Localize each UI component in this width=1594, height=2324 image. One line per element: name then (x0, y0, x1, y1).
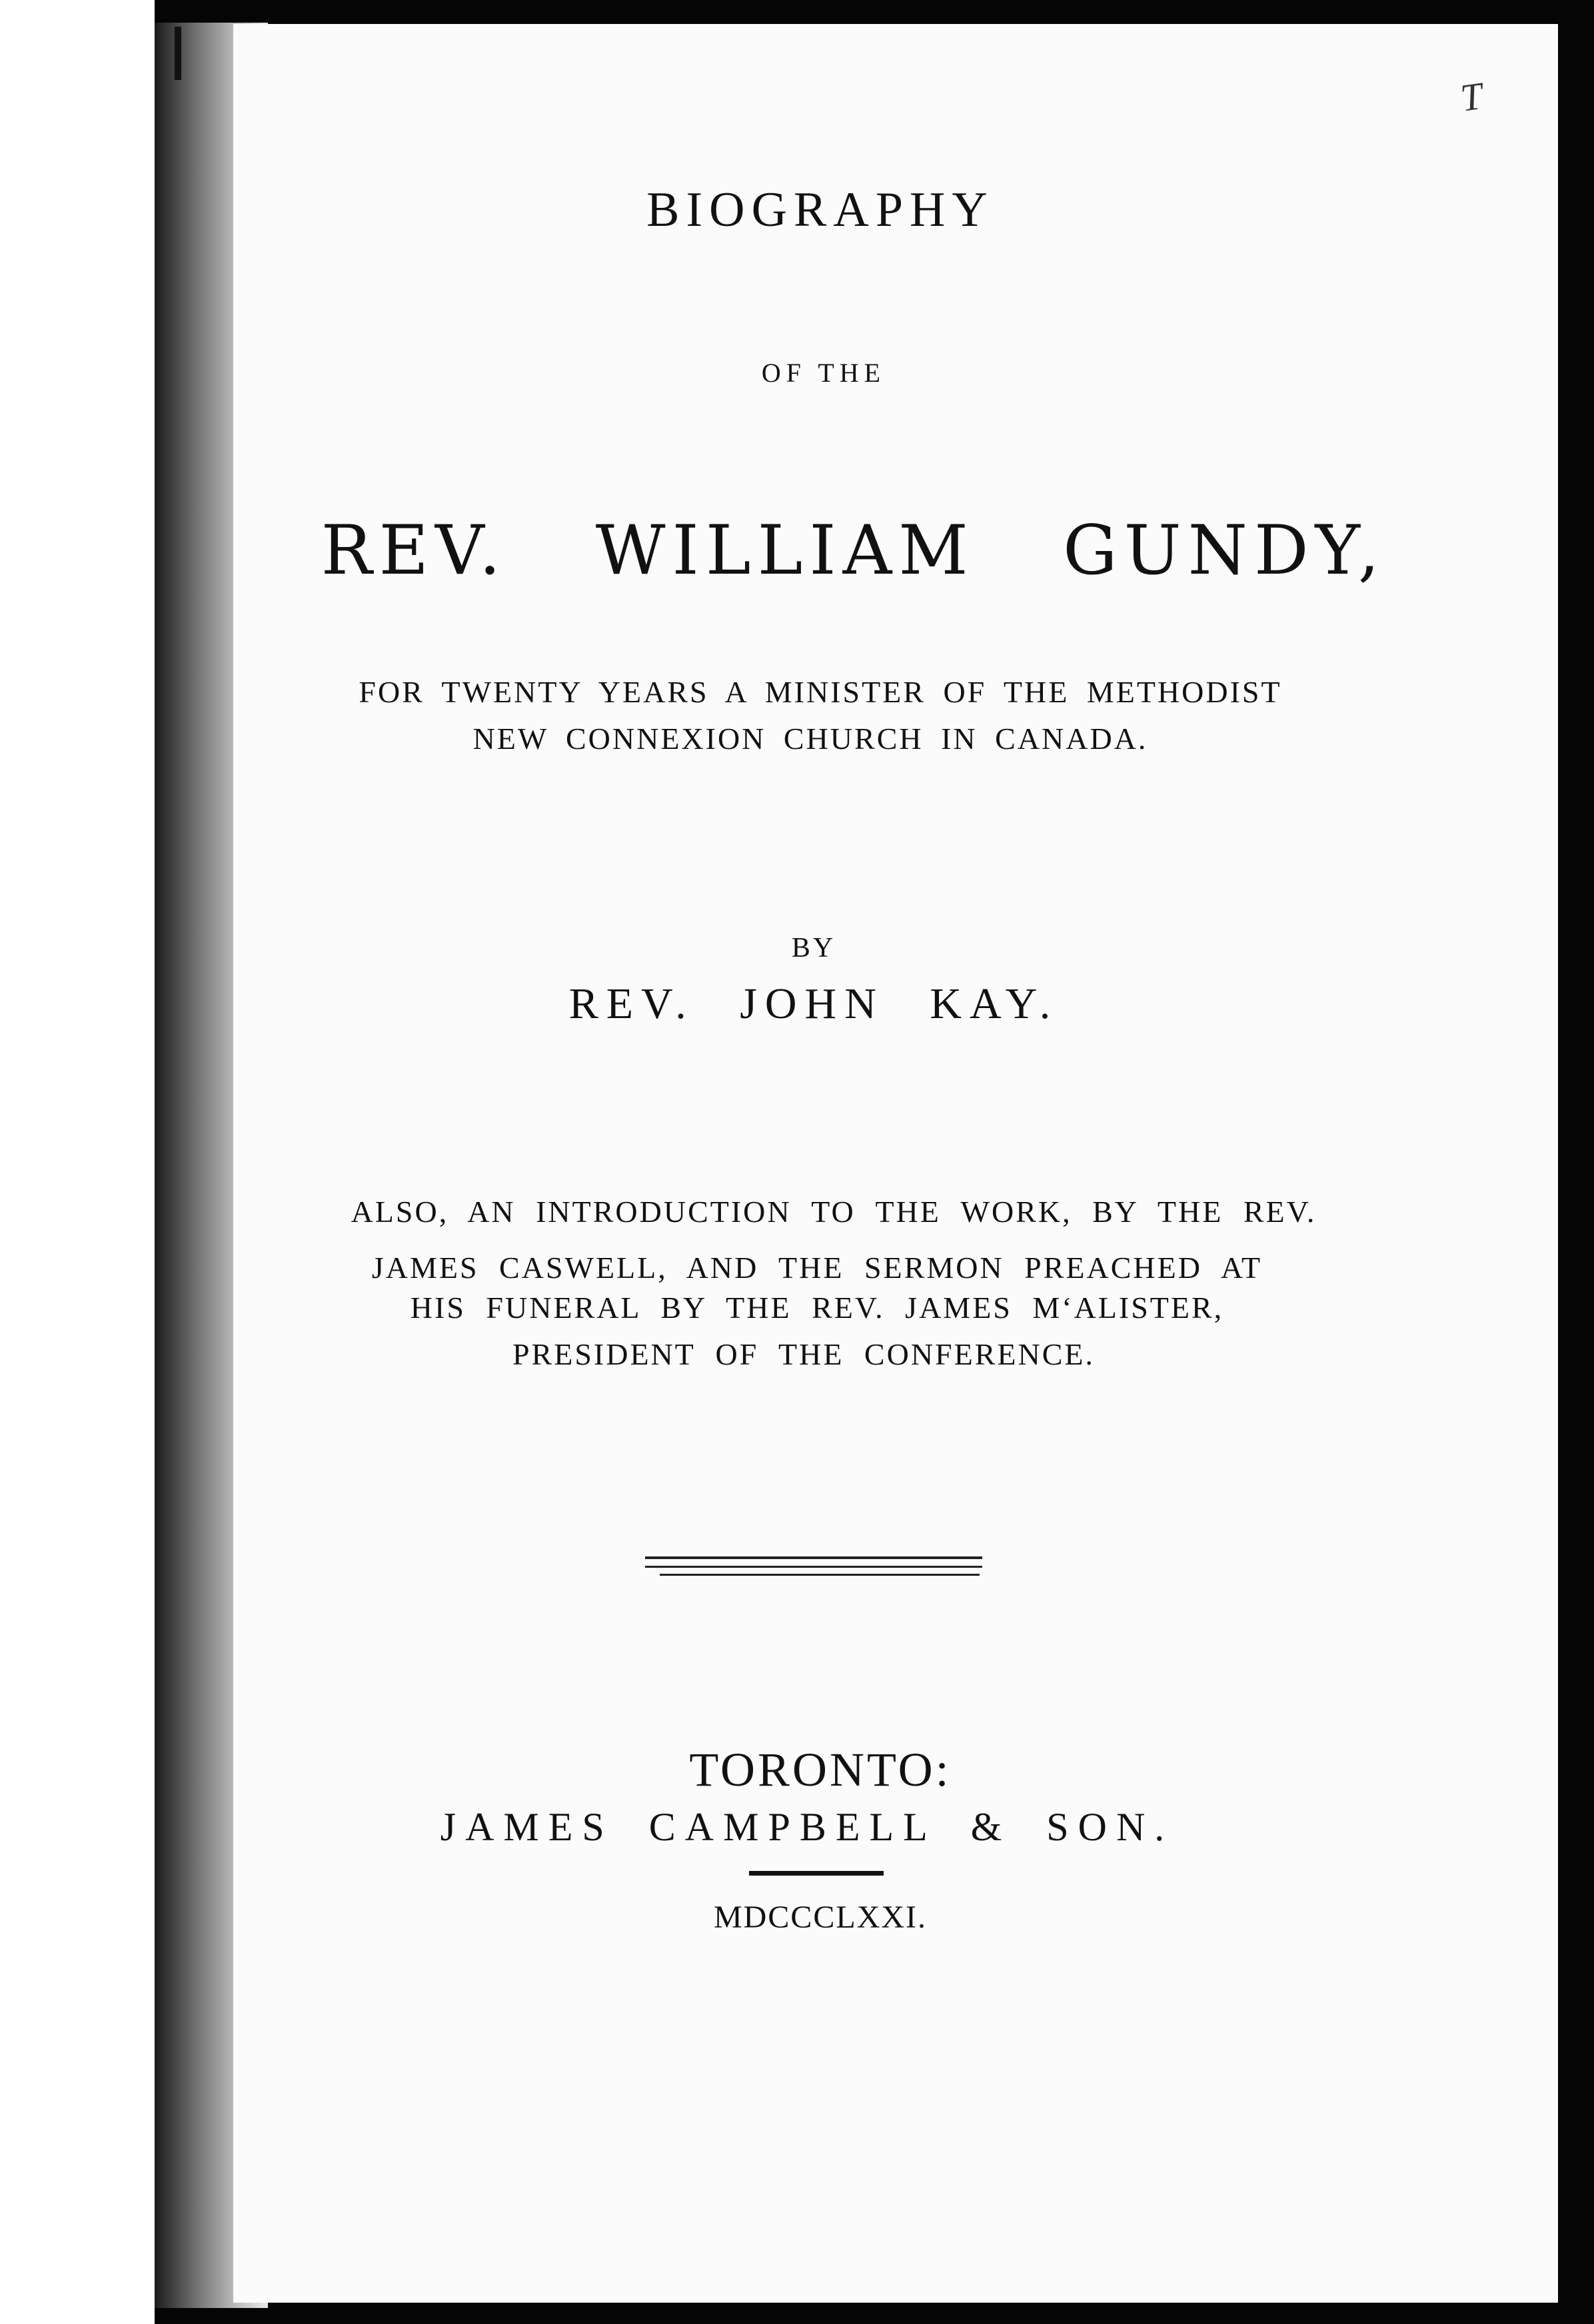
description-line-1: FOR TWENTY YEARS A MINISTER OF THE METHODIST (359, 675, 1282, 709)
also-line-1: ALSO, AN INTRODUCTION TO THE WORK, BY THE REV. (351, 1195, 1317, 1229)
facing-page-edge (0, 0, 155, 2324)
description-line-2: NEW CONNEXION CHURCH IN CANADA. (472, 722, 1148, 756)
subject-name: REV. WILLIAM GUNDY, (321, 511, 1387, 590)
of-the-connector: OF THE (761, 358, 886, 388)
also-line-3: HIS FUNERAL BY THE REV. JAMES M‘ALISTER, (410, 1291, 1224, 1325)
also-line-2: JAMES CASWELL, AND THE SERMON PREACHED AT (371, 1251, 1263, 1285)
decorative-rule-middle (645, 1566, 982, 1568)
publisher-dash-rule (749, 1871, 884, 1876)
also-line-4: PRESIDENT OF THE CONFERENCE. (512, 1337, 1096, 1371)
publication-city: TORONTO: (689, 1743, 952, 1796)
book-heading: BIOGRAPHY (646, 183, 994, 237)
publication-year: MDCCCLXXI. (713, 1900, 928, 1935)
author-name: REV. JOHN KAY. (568, 979, 1059, 1028)
by-label: BY (791, 933, 836, 963)
decorative-rule-bottom (660, 1574, 980, 1576)
spine-mark (175, 27, 181, 80)
publisher-name: JAMES CAMPBELL & SON. (440, 1805, 1174, 1849)
decorative-rule-top (645, 1556, 982, 1559)
pencil-corner-mark: T (1457, 74, 1485, 120)
